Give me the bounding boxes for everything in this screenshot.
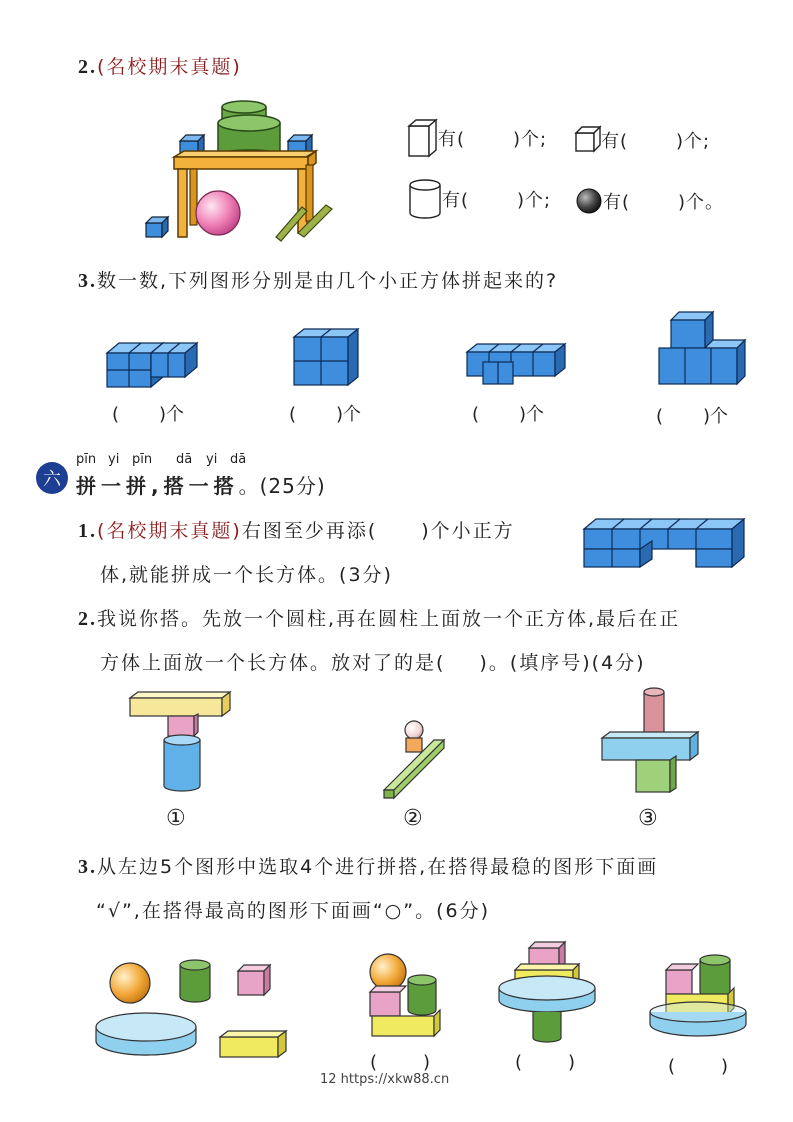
count-line-cube [575, 122, 710, 158]
count-line-cuboid [408, 118, 547, 158]
table-scene-illustration [140, 95, 350, 245]
q6-3-line2: “√”,在搭得最高的图形下面画“○”。(6分) [96, 900, 491, 922]
q6-3-line1: 3.从左边5个图形中选取4个进行拼搭,在搭得最稳的图形下面画 [78, 856, 659, 878]
q3-answer-2[interactable]: ( )个 [289, 404, 362, 425]
q6-2-line2: 方体上面放一个长方体。放对了的是( )。(填序号)(4分) [100, 652, 646, 674]
q6-2-option-1-figure [126, 688, 236, 794]
q3-answer-4[interactable]: ( )个 [656, 406, 729, 427]
q6-2-option-1-label[interactable]: ① [166, 806, 186, 831]
q6-2-option-3-figure [598, 686, 702, 796]
count-cylinder-close: )个; [517, 190, 552, 211]
count-sphere-close: )个。 [678, 192, 725, 213]
count-cube-open: 有( [601, 131, 629, 152]
count-cuboid-open: 有( [438, 129, 466, 150]
q3-number: 3. [78, 270, 97, 292]
q6-2-option-2-label[interactable]: ② [403, 806, 423, 831]
q3-answer-3[interactable]: ( )个 [472, 404, 545, 425]
cube-icon [575, 126, 601, 154]
q6-3-stack-a [360, 948, 450, 1040]
q6-3-blank-a[interactable]: ( ) [370, 1052, 431, 1073]
sphere-icon [575, 187, 603, 215]
q3-text: 数一数,下列图形分别是由几个小正方体拼起来的? [97, 270, 559, 292]
count-cube-close: )个; [676, 131, 711, 152]
q6-3-stack-c [648, 950, 748, 1042]
count-cuboid-close: )个; [513, 129, 548, 150]
cube-figure-1 [105, 335, 205, 391]
count-sphere-open: 有( [603, 192, 631, 213]
section-six-badge: 六 [36, 462, 68, 494]
q6-1-line1: 1.(名校期末真题)右图至少再添( )个小正方 [78, 520, 515, 542]
q6-1-cube-figure [582, 515, 747, 571]
section-six-title: 拼一拼,搭一搭。(25分) [76, 474, 326, 498]
q6-2-option-3-label[interactable]: ③ [638, 806, 658, 831]
q6-3-stack-b [495, 938, 605, 1046]
cube-figure-3 [463, 340, 573, 390]
q2-tag: (名校期末真题) [97, 56, 242, 78]
q6-3-blank-b[interactable]: ( ) [515, 1052, 576, 1073]
count-cylinder-open: 有( [442, 190, 470, 211]
count-line-cylinder [408, 178, 551, 220]
cube-figure-4 [655, 310, 750, 390]
cube-figure-2 [290, 325, 360, 389]
q3-header [78, 266, 558, 293]
q2-number: 2. [78, 56, 97, 78]
cylinder-icon [408, 178, 442, 220]
q3-answer-1[interactable]: ( )个 [112, 404, 185, 425]
q2-header [78, 52, 242, 79]
q6-2-line1: 2.我说你搭。先放一个圆柱,再在圆柱上面放一个正方体,最后在正 [78, 608, 681, 630]
q6-2-option-2-figure [380, 718, 450, 800]
q6-1-line2: 体,就能拼成一个长方体。(3分) [100, 564, 393, 586]
page-footer: 12 https://xkw88.cn [320, 1072, 450, 1087]
q6-3-source-shapes [92, 955, 302, 1065]
count-line-sphere [575, 186, 724, 216]
cuboid-icon [408, 118, 438, 158]
q6-3-blank-c[interactable]: ( ) [668, 1056, 729, 1077]
